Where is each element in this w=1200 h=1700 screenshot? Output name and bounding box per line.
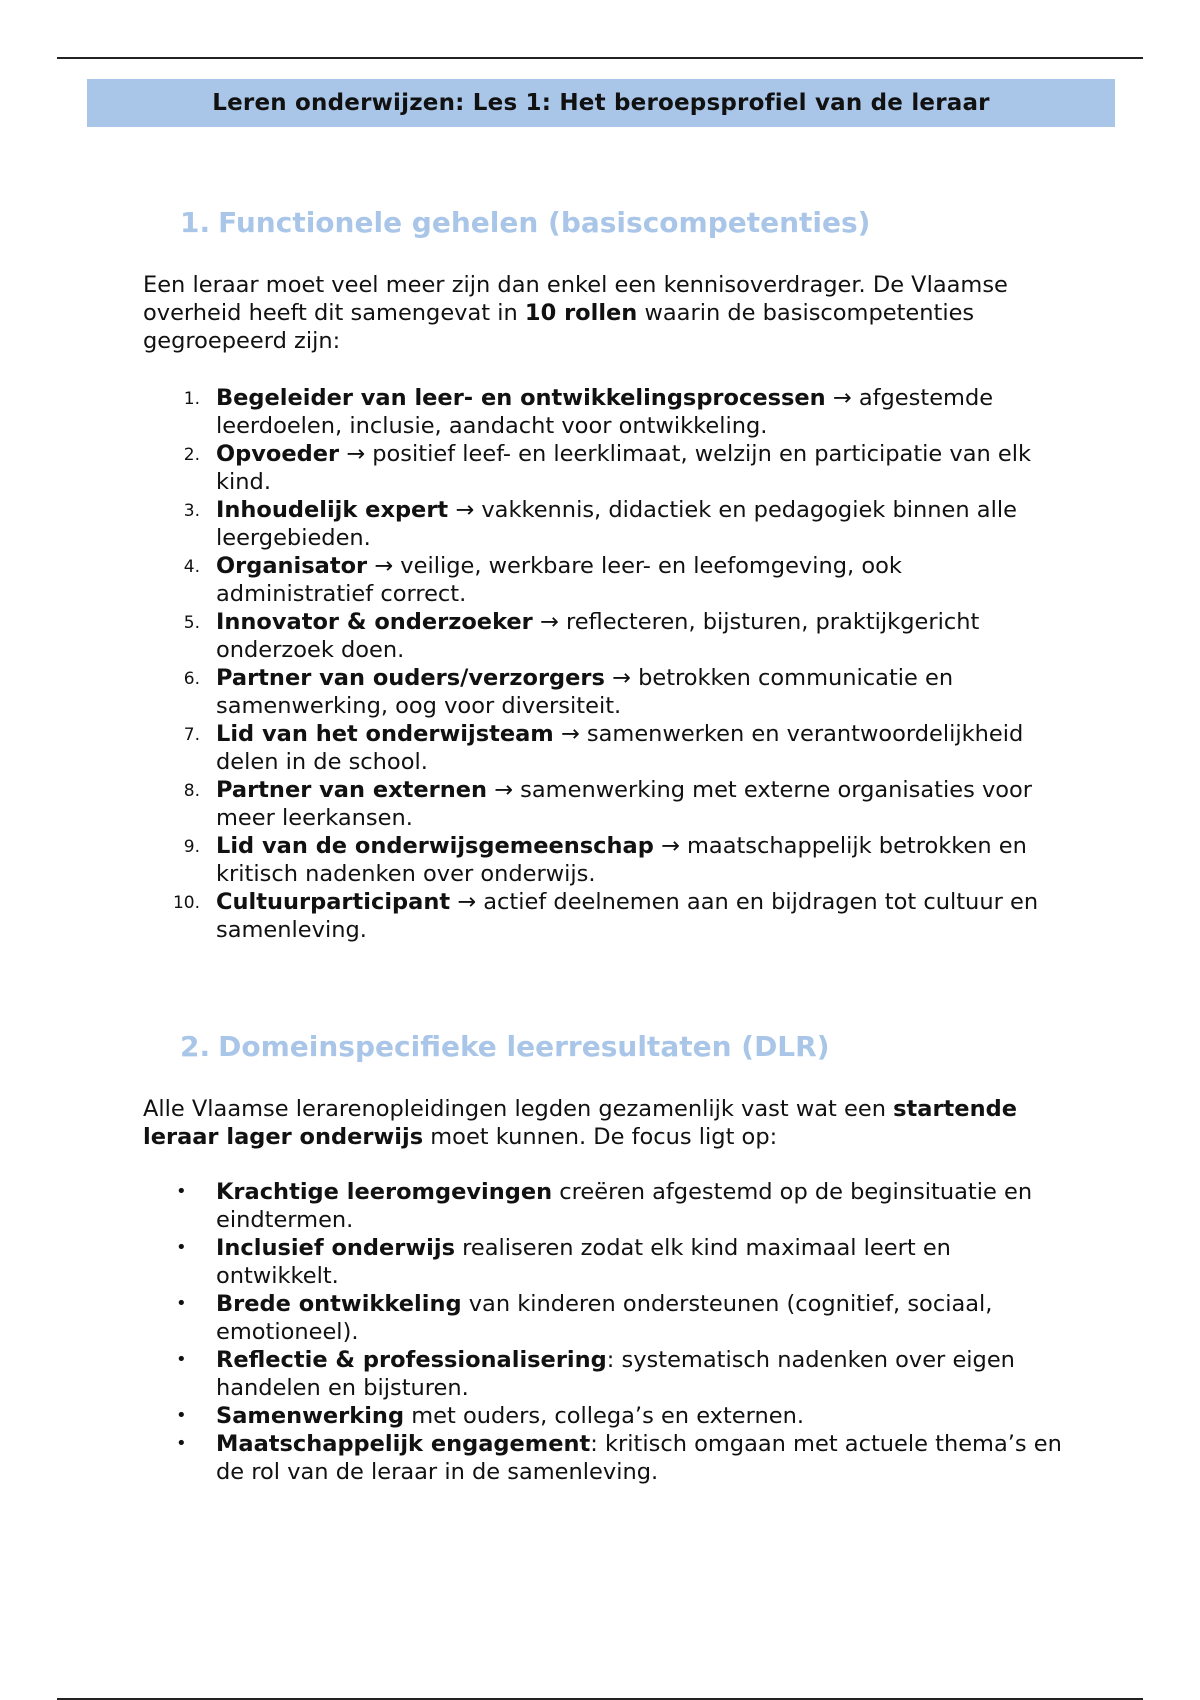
section-2-number: 2.: [180, 1030, 211, 1063]
role-description: → actief deelnemen aan en bijdragen tot cultuur en samenleving.: [216, 889, 1039, 943]
focus-term: Maatschappelijk engagement: [216, 1431, 591, 1457]
list-number: 3.: [183, 501, 200, 521]
list-number: 10.: [172, 893, 200, 913]
section-2-heading-text: Domeinspecifieke leerresultaten (DLR): [218, 1030, 830, 1063]
list-number: 8.: [183, 781, 200, 801]
section-2-intro-text: Alle Vlaamse lerarenopleidingen legden gezamenlijk vast wat een: [143, 1096, 894, 1122]
focus-term: Inclusief onderwijs: [216, 1235, 455, 1261]
focus-term: Krachtige leeromgevingen: [216, 1179, 553, 1205]
list-number: 1.: [183, 389, 200, 409]
list-item: [0, 720, 1066, 776]
list-number: 5.: [183, 613, 200, 633]
bullet-icon: •: [176, 1349, 187, 1370]
role-description: → vakkennis, didactiek en pedagogiek binnen alle leergebieden.: [216, 497, 1017, 551]
role-description: → samenwerken en verantwoordelijkheid delen in de school.: [216, 721, 1024, 775]
list-item: [0, 1290, 1066, 1346]
top-rule: [57, 57, 1143, 59]
section-1-heading-text: Functionele gehelen (basiscompetenties): [218, 206, 871, 239]
role-description: → reflecteren, bijsturen, praktijkgericht onderzoek doen.: [216, 609, 980, 663]
list-number: 2.: [183, 445, 200, 465]
role-name: Lid van de onderwijsgemeenschap: [216, 833, 654, 859]
list-item: [0, 1430, 1066, 1486]
role-description: → maatschappelijk betrokken en kritisch nadenken over onderwijs.: [216, 833, 1027, 887]
section-1-heading: [180, 206, 870, 239]
list-item: [0, 552, 1066, 608]
role-name: Partner van externen: [216, 777, 488, 803]
list-item: [0, 832, 1066, 888]
role-description: → afgestemde leerdoelen, inclusie, aandacht voor ontwikkeling.: [216, 385, 994, 439]
list-item: [0, 1346, 1066, 1402]
role-name: Begeleider van leer- en ontwikkelingsprocessen: [216, 385, 826, 411]
focus-description: van kinderen ondersteunen (cognitief, sociaal, emotioneel).: [216, 1291, 993, 1345]
section-1-intro-text-end: waarin de basiscompetenties gegroepeerd zijn:: [143, 300, 975, 354]
focus-term: Brede ontwikkeling: [216, 1291, 462, 1317]
section-1-intro: [143, 271, 1083, 355]
list-item: [0, 384, 1066, 440]
focus-description: creëren afgestemd op de beginsituatie en eindtermen.: [216, 1179, 1033, 1233]
role-name: Partner van ouders/verzorgers: [216, 665, 605, 691]
focus-description: : systematisch nadenken over eigen handelen en bijsturen.: [216, 1347, 1015, 1401]
role-name: Opvoeder: [216, 441, 340, 467]
list-item: [0, 664, 1066, 720]
bullet-icon: •: [176, 1405, 187, 1426]
role-description: → positief leef- en leerklimaat, welzijn en participatie van elk kind.: [216, 441, 1032, 495]
list-item: [0, 440, 1066, 496]
list-item: [0, 1234, 1066, 1290]
section-2-intro: [143, 1095, 1083, 1151]
list-number: 9.: [183, 837, 200, 857]
bullet-icon: •: [176, 1293, 187, 1314]
role-description: → betrokken communicatie en samenwerking, oog voor diversiteit.: [216, 665, 954, 719]
document-title-bar: [87, 79, 1115, 127]
role-name: Innovator & onderzoeker: [216, 609, 533, 635]
focus-term: Samenwerking: [216, 1403, 405, 1429]
bullet-icon: •: [176, 1237, 187, 1258]
list-item: [0, 496, 1066, 552]
role-name: Organisator: [216, 553, 368, 579]
section-1-number: 1.: [180, 206, 211, 239]
list-item: [0, 888, 1066, 944]
section-2-intro-bold: startende leraar lager onderwijs: [143, 1096, 1017, 1150]
list-item: [0, 1178, 1066, 1234]
focus-description: realiseren zodat elk kind maximaal leert en ontwikkelt.: [216, 1235, 951, 1289]
list-number: 6.: [183, 669, 200, 689]
roles-list: [0, 384, 1066, 944]
focus-term: Reflectie & professionalisering: [216, 1347, 607, 1373]
focus-description: : kritisch omgaan met actuele thema’s en de rol van de leraar in de samenleving.: [216, 1431, 1062, 1485]
section-2-intro-text-end: moet kunnen. De focus ligt op:: [423, 1124, 778, 1150]
list-item: [0, 608, 1066, 664]
role-description: → samenwerking met externe organisaties voor meer leerkansen.: [216, 777, 1033, 831]
role-description: → veilige, werkbare leer- en leefomgeving, ook administratief correct.: [216, 553, 902, 607]
bullet-icon: •: [176, 1181, 187, 1202]
list-number: 4.: [183, 557, 200, 577]
role-name: Inhoudelijk expert: [216, 497, 449, 523]
list-item: [0, 776, 1066, 832]
section-1-intro-text: Een leraar moet veel meer zijn dan enkel een kennisoverdrager. De Vlaamse overheid heeft dit samengevat in: [143, 272, 1008, 326]
section-1-intro-bold: 10 rollen: [524, 300, 638, 326]
role-name: Cultuurparticipant: [216, 889, 451, 915]
role-name: Lid van het onderwijsteam: [216, 721, 554, 747]
list-item: [0, 1402, 1066, 1430]
focus-list: [0, 1178, 1066, 1486]
focus-description: met ouders, collega’s en externen.: [404, 1403, 805, 1429]
document-title: Leren onderwijzen: Les 1: Het beroepsprofiel van de leraar: [212, 90, 990, 116]
list-number: 7.: [183, 725, 200, 745]
section-2-heading: [180, 1030, 830, 1063]
bullet-icon: •: [176, 1433, 187, 1454]
